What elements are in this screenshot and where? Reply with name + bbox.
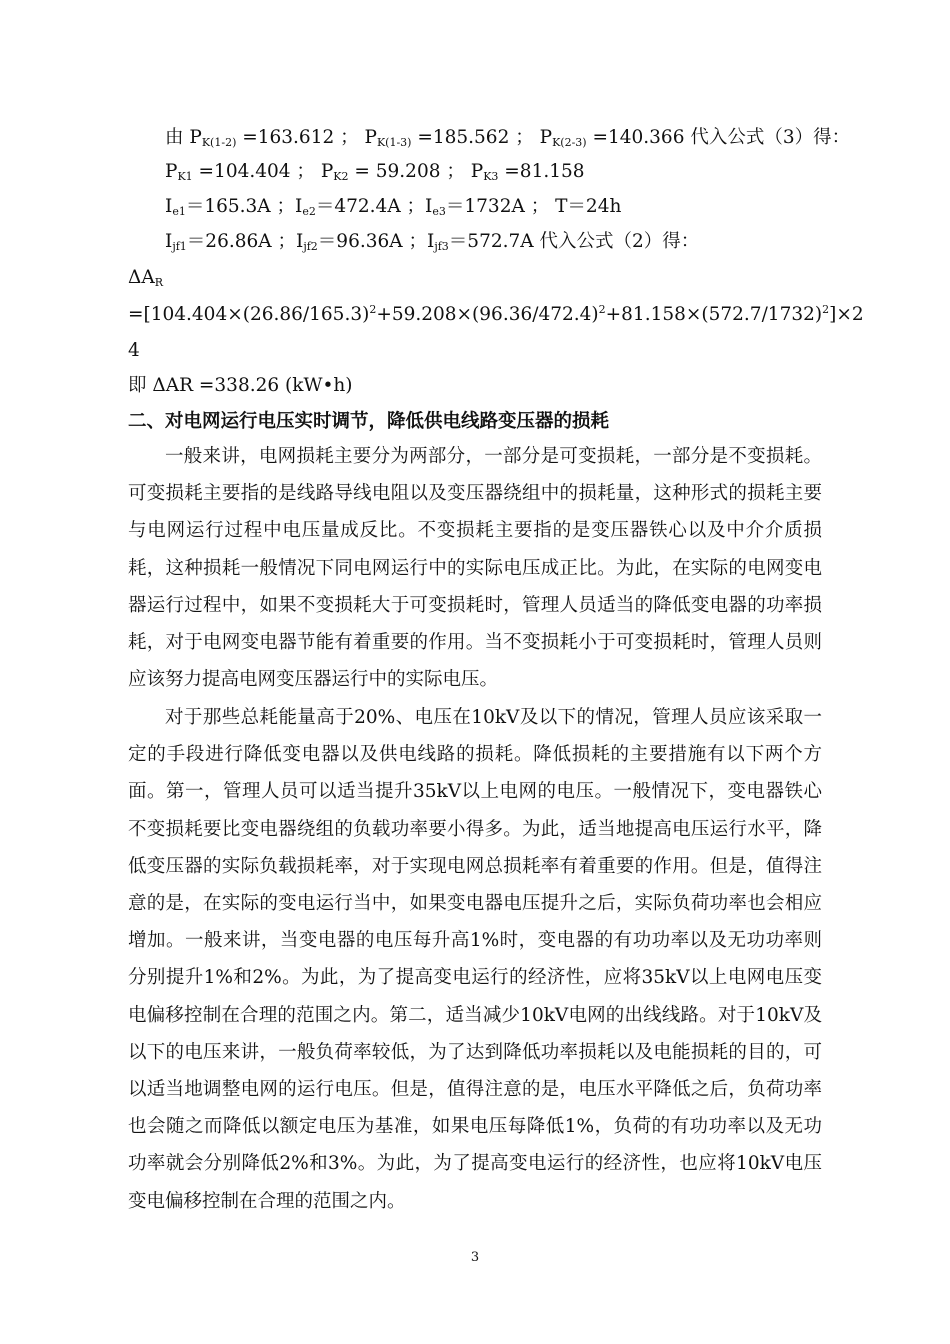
section-heading: 二、对电网运行电压实时调节，降低供电线路变压器的损耗 — [128, 411, 610, 432]
formula-text: =163.612 ； P — [236, 127, 377, 148]
formula-line-expression — [128, 303, 864, 327]
formula-text: =140.366 代入公式（3）得： — [586, 127, 851, 148]
formula-text: =104.404 ； P — [192, 161, 334, 182]
formula-subscript: jf2 — [303, 240, 318, 253]
formula-text: =81.158 — [498, 161, 585, 182]
formula-line-result — [128, 374, 353, 398]
formula-subscript: K2 — [333, 170, 349, 183]
paragraph-voltage-measures: 对于那些总耗能量高于20%、电压在10kV及以下的情况，管理人员应该采取一定的手段进行降低变电器以及供电线路的损耗。降低损耗的主要措施有以下两个方面。第一，管理人员可以适当提升35kV以上电网的电压。一般情况下，变电器铁心不变损耗要比变电器绕组的负载功率要小得多。为此，适当地提高电压运行水平，降低变压器的实际负载损耗率，对于实现电网总损耗率有着重要的作用。但是，值得注意的是，在实际的变电运行当中，如果变电器电压提升之后，实际负荷功率也会相应增加。一般来讲，当变电器的电压每升高1%时，变电器的有功功率以及无功功率则分别提升1%和2%。为此，为了提高变电运行的经济性，应将35kV以上电网电压变电偏移控制在合理的范围之内。第二，适当减少10kV电网的出线线路。对于10kV及以下的电压来讲，一般负荷率较低，为了达到降低功率损耗以及电能损耗的目的，可以适当地调整电网的运行电压。但是，值得注意的是，电压水平降低之后，负荷功率也会随之而降低以额定电压为基准，如果电压每降低1%，负荷的有功功率以及无功功率就会分别降低2%和3%。为此，为了提高变电运行的经济性，也应将10kV电压变电偏移控制在合理的范围之内。 — [128, 707, 822, 1212]
formula-text: P — [165, 161, 178, 182]
formula-subscript: K3 — [483, 170, 499, 183]
formula-text: +59.208×(96.36/472.4) — [376, 304, 599, 325]
formula-text: 由 P — [165, 127, 202, 148]
formula-subscript: K(1-3) — [376, 136, 412, 149]
formula-subscript: e3 — [432, 205, 446, 218]
formula-subscript: jf1 — [172, 240, 187, 253]
formula-subscript: e2 — [302, 205, 316, 218]
formula-line-ie-values — [165, 195, 621, 219]
formula-text: ]×2 — [829, 304, 864, 325]
formula-text: ＝26.86A ；I — [186, 231, 304, 252]
formula-subscript: K(2-3) — [552, 136, 587, 149]
formula-line-pk-results — [165, 160, 585, 184]
formula-text: ＝96.36A ；I — [317, 231, 435, 252]
formula-text: I — [165, 196, 173, 217]
formula-line-delta-ar — [128, 266, 163, 290]
formula-superscript: 2 — [369, 303, 377, 316]
formula-text: =185.562 ； P — [411, 127, 553, 148]
formula-text: ＝1732A ； T＝24h — [445, 196, 622, 217]
formula-subscript: K1 — [177, 170, 193, 183]
formula-text: 即 ΔAR =338.26 (kW•h) — [128, 375, 353, 396]
formula-text: I — [165, 231, 173, 252]
formula-line-pk-values — [165, 126, 850, 150]
formula-subscript: e1 — [172, 205, 186, 218]
formula-text: ＝472.4A ；I — [315, 196, 433, 217]
formula-line-ijf-values — [165, 230, 699, 254]
formula-text: ＝165.3A ；I — [185, 196, 303, 217]
formula-text: 4 — [128, 340, 140, 361]
formula-line-continuation — [128, 339, 140, 363]
formula-text: +81.158×(572.7/1732) — [605, 304, 823, 325]
formula-subscript: R — [154, 276, 164, 289]
formula-text: = 59.208 ； P — [348, 161, 484, 182]
page-number: 3 — [470, 1250, 480, 1265]
formula-text: =[104.404×(26.86/165.3) — [128, 304, 370, 325]
formula-subscript: K(1-2) — [201, 136, 237, 149]
formula-superscript: 2 — [598, 303, 606, 316]
formula-text: ΔA — [128, 267, 155, 288]
formula-superscript: 2 — [822, 303, 830, 316]
paragraph-loss-types: 一般来讲，电网损耗主要分为两部分，一部分是可变损耗，一部分是不变损耗。可变损耗主要指的是线路导线电阻以及变压器绕组中的损耗量，这种形式的损耗主要与电网运行过程中电压量成反比。不变损耗主要指的是变压器铁心以及中介介质损耗，这种损耗一般情况下同电网运行中的实际电压成正比。为此，在实际的电网变电器运行过程中，如果不变损耗大于可变损耗时，管理人员适当的降低变电器的功率损耗，对于电网变电器节能有着重要的作用。当不变损耗小于可变损耗时，管理人员则应该努力提高电网变压器运行中的实际电压。 — [128, 446, 822, 691]
formula-subscript: jf3 — [434, 240, 449, 253]
formula-text: ＝572.7A 代入公式（2）得： — [448, 231, 700, 252]
